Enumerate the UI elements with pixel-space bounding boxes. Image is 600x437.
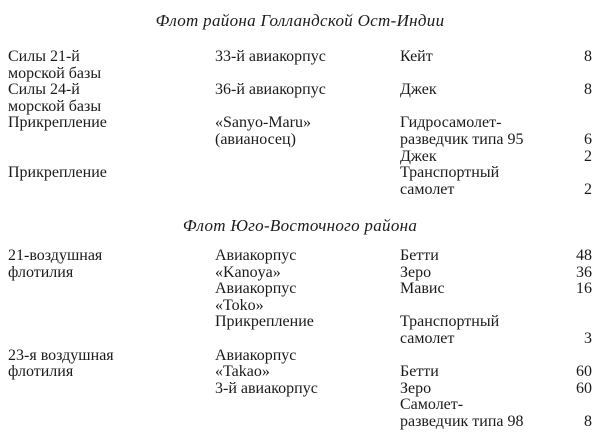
table-cell-unit: 23-я воздушная bbox=[8, 346, 114, 364]
table-cell-aircraft: Самолет- bbox=[400, 396, 464, 414]
table-cell-unit: флотилия bbox=[8, 263, 74, 281]
table-cell-corps: 33-й авиакорпус bbox=[215, 48, 326, 65]
table-cell-count: 2 bbox=[584, 180, 592, 198]
table-cell-unit: 21-воздушная bbox=[8, 247, 103, 264]
table-cell-unit: Прикрепление bbox=[8, 164, 107, 182]
table-cell-aircraft: Зеро bbox=[400, 379, 432, 397]
table-cell-corps: Авиакорпус bbox=[215, 280, 297, 298]
table-cell-count: 36 bbox=[576, 263, 592, 281]
table-cell-aircraft: Кейт bbox=[400, 48, 433, 65]
table-cell-count: 8 bbox=[584, 48, 592, 65]
table-cell-aircraft: самолет bbox=[400, 330, 455, 347]
table-cell-count: 8 bbox=[584, 81, 592, 99]
table-cell-corps: Прикрепление bbox=[215, 313, 314, 331]
table-cell-unit: Прикрепление bbox=[8, 114, 107, 132]
table-cell-aircraft: Гидросамолет- bbox=[400, 114, 502, 132]
section-title: Флот Юго-Восточного района bbox=[182, 216, 418, 235]
table-cell-aircraft: разведчик типа 95 bbox=[400, 131, 524, 148]
table-cell-corps: «Sanyo-Maru» bbox=[215, 114, 311, 132]
table-cell-corps: «Takao» bbox=[215, 363, 270, 381]
table-cell-count: 16 bbox=[576, 280, 592, 298]
table-cell-aircraft: Бетти bbox=[400, 247, 439, 264]
table-cell-corps: Авиакорпус bbox=[215, 346, 297, 364]
table-cell-aircraft: Джек bbox=[400, 147, 437, 165]
table-cell-aircraft: Транспортный bbox=[400, 164, 500, 182]
table-cell-aircraft: Зеро bbox=[400, 263, 432, 281]
table-cell-corps: 3-й авиакорпус bbox=[215, 379, 318, 397]
table-cell-aircraft: Мавис bbox=[400, 280, 445, 298]
table-cell-unit: морской базы bbox=[8, 97, 102, 115]
table-cell-aircraft: разведчик типа 98 bbox=[400, 413, 524, 430]
table-cell-unit: морской базы bbox=[8, 64, 102, 82]
table-cell-count: 48 bbox=[576, 247, 592, 264]
table-cell-aircraft: Транспортный bbox=[400, 313, 500, 331]
table-cell-corps: Авиакорпус bbox=[215, 247, 297, 264]
table-cell-corps: «Kanoya» bbox=[215, 263, 281, 281]
table-cell-corps: (авианосец) bbox=[215, 131, 296, 148]
table-cell-count: 60 bbox=[576, 363, 592, 381]
table-cell-aircraft: Джек bbox=[400, 81, 437, 99]
table-cell-count: 60 bbox=[576, 379, 592, 397]
table-cell-unit: флотилия bbox=[8, 363, 74, 381]
table-cell-corps: 36-й авиакорпус bbox=[215, 81, 326, 99]
table-cell-unit: Силы 24-й bbox=[8, 81, 80, 99]
section-title: Флот района Голландской Ост-Индии bbox=[155, 11, 445, 30]
table-cell-unit: Силы 21-й bbox=[8, 48, 80, 65]
table-cell-count: 8 bbox=[584, 413, 592, 430]
table-cell-corps: «Toko» bbox=[215, 296, 264, 314]
table-cell-aircraft: самолет bbox=[400, 180, 455, 198]
table-cell-count: 2 bbox=[584, 147, 592, 165]
table-cell-count: 6 bbox=[584, 131, 592, 148]
table-cell-aircraft: Бетти bbox=[400, 363, 439, 381]
table-cell-count: 3 bbox=[584, 330, 592, 347]
